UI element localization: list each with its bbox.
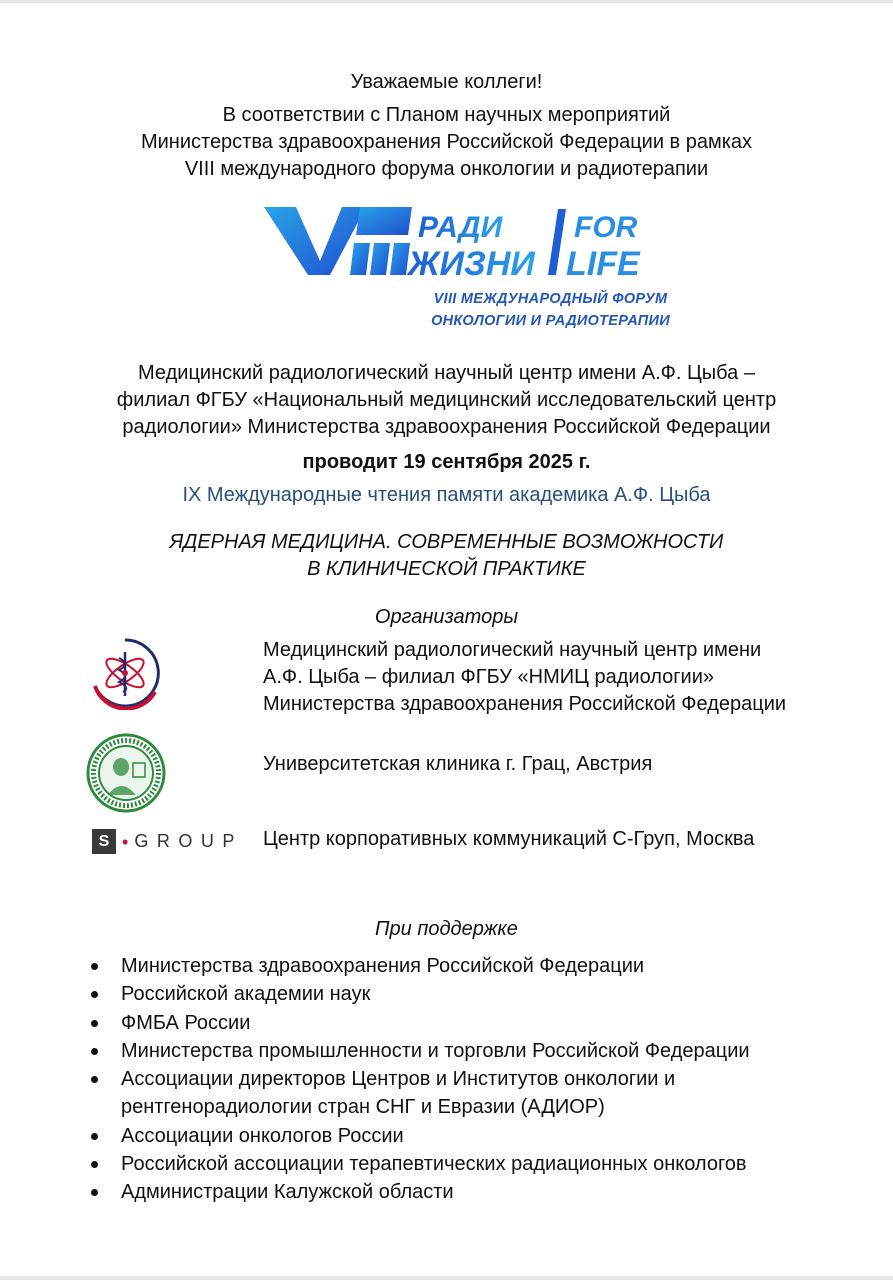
host-line: филиал ФГБУ «Национальный медицинский исследовательский центр <box>116 389 777 411</box>
support-item: Ассоциации онкологов России <box>88 1122 750 1150</box>
logo-word-zhizni: ЖИЗНИ <box>408 245 535 283</box>
mrnc-emblem-icon <box>85 636 165 710</box>
intro-line: Министерства здравоохранения Российской Федерации в рамках <box>140 131 753 153</box>
intro-line: В соответствии с Планом научных мероприятий <box>222 104 671 126</box>
organizer-line: А.Ф. Цыба – филиал ФГБУ «НМИЦ радиологии» <box>263 666 715 688</box>
bullet-icon <box>91 1020 98 1027</box>
support-item: Министерства здравоохранения Российской Федерации <box>88 952 750 980</box>
support-item: Ассоциации директоров Центров и Институтов онкологии и <box>88 1065 750 1093</box>
bullet-icon <box>91 1133 98 1140</box>
s-group-logo-word: GROUP <box>134 831 243 851</box>
support-item-continuation: рентгенорадиологии стран СНГ и Евразии (АДИОР) <box>121 1096 605 1119</box>
organizer-line: Медицинский радиологический научный центр имени <box>263 639 762 661</box>
event-date: проводит 19 сентября 2025 г. <box>302 451 591 473</box>
support-item: Администрации Калужской области <box>88 1178 750 1206</box>
organizer-line: Центр корпоративных коммуникаций С-Груп, Москва <box>263 828 755 850</box>
s-group-logo <box>92 829 243 854</box>
support-item: Российской академии наук <box>88 980 750 1008</box>
dot-icon: • <box>122 831 129 852</box>
bullet-icon <box>91 1161 98 1168</box>
bullet-icon <box>91 1189 98 1196</box>
bullet-icon <box>91 1076 98 1083</box>
bullet-icon <box>91 991 98 998</box>
support-item: Министерства промышленности и торговли Российской Федерации <box>88 1037 750 1065</box>
readings-title: IX Международные чтения памяти академика А.Ф. Цыба <box>182 484 711 506</box>
graz-university-seal-icon <box>86 733 166 813</box>
logo-divider <box>548 209 566 275</box>
bullet-icon <box>91 1048 98 1055</box>
intro-line: VIII международного форума онкологии и радиотерапии <box>184 158 709 180</box>
organizer-line: Министерства здравоохранения Российской Федерации <box>263 693 787 715</box>
page-top-edge <box>0 0 893 3</box>
support-item: ФМБА России <box>88 1009 750 1037</box>
topic-line: В КЛИНИЧЕСКОЙ ПРАКТИКЕ <box>307 558 586 580</box>
topic-line: ЯДЕРНАЯ МЕДИЦИНА. СОВРЕМЕННЫЕ ВОЗМОЖНОСТИ <box>169 531 724 553</box>
page-bottom-edge <box>0 1276 893 1280</box>
support-list <box>88 952 750 1207</box>
logo-word-for: FOR <box>574 211 638 244</box>
logo-word-life: LIFE <box>566 245 640 283</box>
organizers-heading: Организаторы <box>374 606 519 628</box>
bullet-icon <box>91 963 98 970</box>
support-item: Российской ассоциации терапевтических радиационных онкологов <box>88 1150 750 1178</box>
logo-word-radi: РАДИ <box>418 211 503 244</box>
host-line: радиологии» Министерства здравоохранения Российской Федерации <box>122 416 771 438</box>
greeting: Уважаемые коллеги! <box>350 71 543 93</box>
logo-subtitle-line: ОНКОЛОГИИ И РАДИОТЕРАПИИ <box>431 313 670 329</box>
host-line: Медицинский радиологический научный центр имени А.Ф. Цыба – <box>138 362 755 384</box>
support-heading: При поддержке <box>375 918 518 940</box>
organizer-line: Университетская клиника г. Грац, Австрия <box>263 753 653 775</box>
s-group-logo-letter: S <box>92 829 116 854</box>
roman-numeral-viii-icon <box>264 207 412 275</box>
logo-subtitle-line: VIII МЕЖДУНАРОДНЫЙ ФОРУМ <box>433 291 668 307</box>
